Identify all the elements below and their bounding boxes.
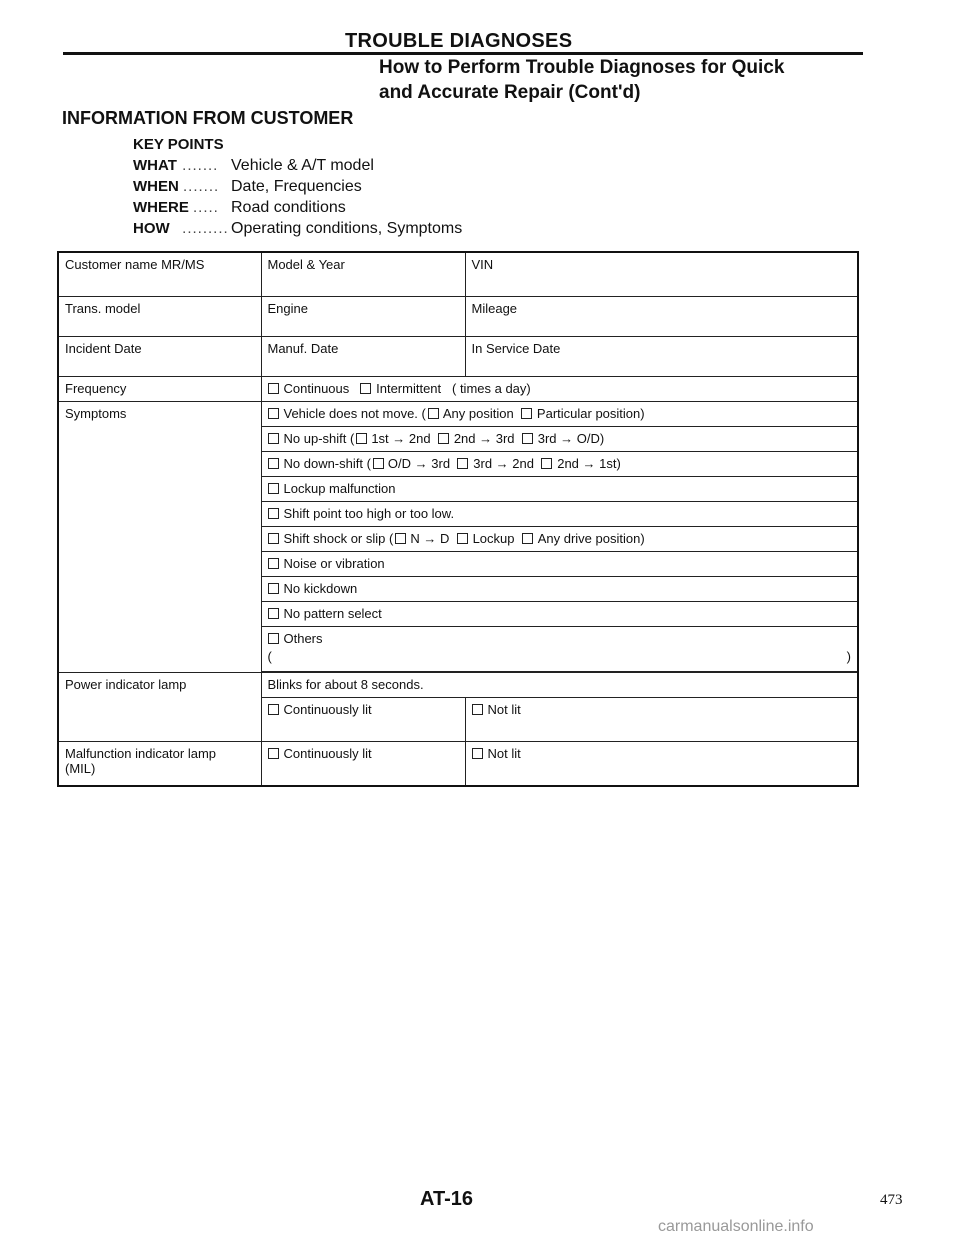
symptom-text: 2nd → 1st) [557,456,621,471]
checkbox[interactable] [268,633,279,644]
symptom-text: 1st → 2nd [371,431,431,446]
checkbox[interactable] [268,748,279,759]
checkbox-label: Intermittent [376,381,442,396]
symptom-text: N → D [410,531,450,546]
checkbox[interactable] [373,458,384,469]
symptom-row [261,552,858,577]
checkbox[interactable] [457,533,468,544]
key-point-how [133,220,633,240]
option-label: Not lit [487,702,521,717]
key-point-key: WHAT [133,157,177,174]
symptom-text: 3rd → 2nd [473,456,534,471]
power-blinks-text: Blinks for about 8 seconds. [267,677,424,692]
checkbox[interactable] [428,408,439,419]
symptom-text: No up-shift ( [283,431,355,446]
symptom-text: O/D → 3rd [387,456,451,471]
checkbox[interactable] [268,383,279,394]
vin-field[interactable]: VIN [465,252,858,297]
symptom-text: No pattern select [283,606,382,621]
symptom-text: Others [283,631,323,646]
frequency-label: Frequency [58,377,261,402]
symptom-row [261,577,858,602]
symptom-text: 3rd → O/D) [537,431,605,446]
incident-date-field[interactable]: Incident Date [58,337,261,377]
key-point-value: Operating conditions, Symptoms [231,220,463,237]
checkbox[interactable] [521,408,532,419]
checkbox[interactable] [360,383,371,394]
symptom-row [261,427,858,452]
engine-field[interactable]: Engine [261,297,465,337]
key-point-value: Date, Frequencies [231,178,362,195]
symptom-text: Any drive position) [537,531,645,546]
watermark: carmanualsonline.info [658,1218,814,1235]
symptom-row [261,477,858,502]
paren-close: ) [846,649,851,664]
checkbox[interactable] [356,433,367,444]
checkbox[interactable] [438,433,449,444]
option-label: Continuously lit [283,746,372,761]
symptom-text: Any position [442,406,514,421]
key-point-where [133,199,633,219]
page-number: 473 [880,1192,903,1208]
checkbox[interactable] [472,748,483,759]
symptom-row [261,402,858,427]
mileage-field[interactable]: Mileage [465,297,858,337]
checkbox[interactable] [522,433,533,444]
power-blinks-row [261,673,858,698]
others-input[interactable] [268,649,852,664]
key-point-value: Vehicle & A/T model [231,157,374,174]
customer-info-form [57,251,859,787]
symptom-text: Lockup [472,531,515,546]
symptom-row [261,502,858,527]
key-point-key: WHEN [133,178,179,195]
key-points-title: KEY POINTS [133,136,224,153]
paren-open: ( [267,649,272,664]
checkbox[interactable] [268,558,279,569]
key-point-key: WHERE [133,199,189,216]
symptom-text: Vehicle does not move. ( [283,406,426,421]
mil-lit-option [261,742,465,787]
page-subtitle-line2: and Accurate Repair (Cont'd) [379,82,641,103]
checkbox[interactable] [395,533,406,544]
key-point-what [133,157,633,177]
power-lit-option [261,698,465,742]
symptom-row-others [261,627,858,672]
symptom-text: Shift point too high or too low. [283,506,455,521]
key-point-when [133,178,633,198]
page-header-title: TROUBLE DIAGNOSES [345,30,573,52]
model-year-field[interactable]: Model & Year [261,252,465,297]
key-point-key: HOW [133,220,170,237]
symptom-text: Lockup malfunction [283,481,396,496]
checkbox[interactable] [268,433,279,444]
checkbox[interactable] [268,483,279,494]
symptoms-label: Symptoms [58,402,261,673]
frequency-options [261,377,858,402]
symptom-text: Particular position) [536,406,645,421]
checkbox[interactable] [268,533,279,544]
checkbox[interactable] [457,458,468,469]
power-notlit-option [465,698,858,742]
key-point-value: Road conditions [231,199,346,216]
checkbox[interactable] [268,458,279,469]
mil-abbrev: (MIL) [65,761,96,776]
symptom-text: 2nd → 3rd [453,431,515,446]
checkbox[interactable] [268,704,279,715]
section-title: INFORMATION FROM CUSTOMER [62,108,354,128]
option-label: Continuously lit [283,702,372,717]
key-point-dots: ....... [183,178,220,195]
symptom-row [261,602,858,627]
option-label: Not lit [487,746,521,761]
in-service-date-field[interactable]: In Service Date [465,337,858,377]
checkbox-label: Continuous [283,381,350,396]
symptom-row [261,527,858,552]
key-point-dots: ......... [182,220,229,237]
mil-label-cell [58,742,261,787]
page-code: AT-16 [420,1188,473,1210]
symptom-text: No down-shift ( [283,456,371,471]
trans-model-field[interactable]: Trans. model [58,297,261,337]
page-subtitle-line1: How to Perform Trouble Diagnoses for Quick [379,57,785,78]
symptom-text: No kickdown [283,581,358,596]
symptom-text: Shift shock or slip ( [283,531,394,546]
checkbox[interactable] [268,583,279,594]
header-rule [63,52,863,55]
key-point-dots: ..... [193,199,219,216]
checkbox[interactable] [472,704,483,715]
customer-name-field[interactable]: Customer name MR/MS [58,252,261,297]
checkbox[interactable] [268,408,279,419]
symptom-row [261,452,858,477]
times-a-day-label: ( times a day) [452,381,531,396]
key-point-dots: ....... [182,157,219,174]
mil-label: Malfunction indicator lamp [65,746,217,761]
symptom-text: Noise or vibration [283,556,385,571]
checkbox[interactable] [541,458,552,469]
checkbox[interactable] [522,533,533,544]
checkbox[interactable] [268,508,279,519]
manuf-date-field[interactable]: Manuf. Date [261,337,465,377]
checkbox[interactable] [268,608,279,619]
power-indicator-label: Power indicator lamp [58,673,261,742]
mil-notlit-option [465,742,858,787]
